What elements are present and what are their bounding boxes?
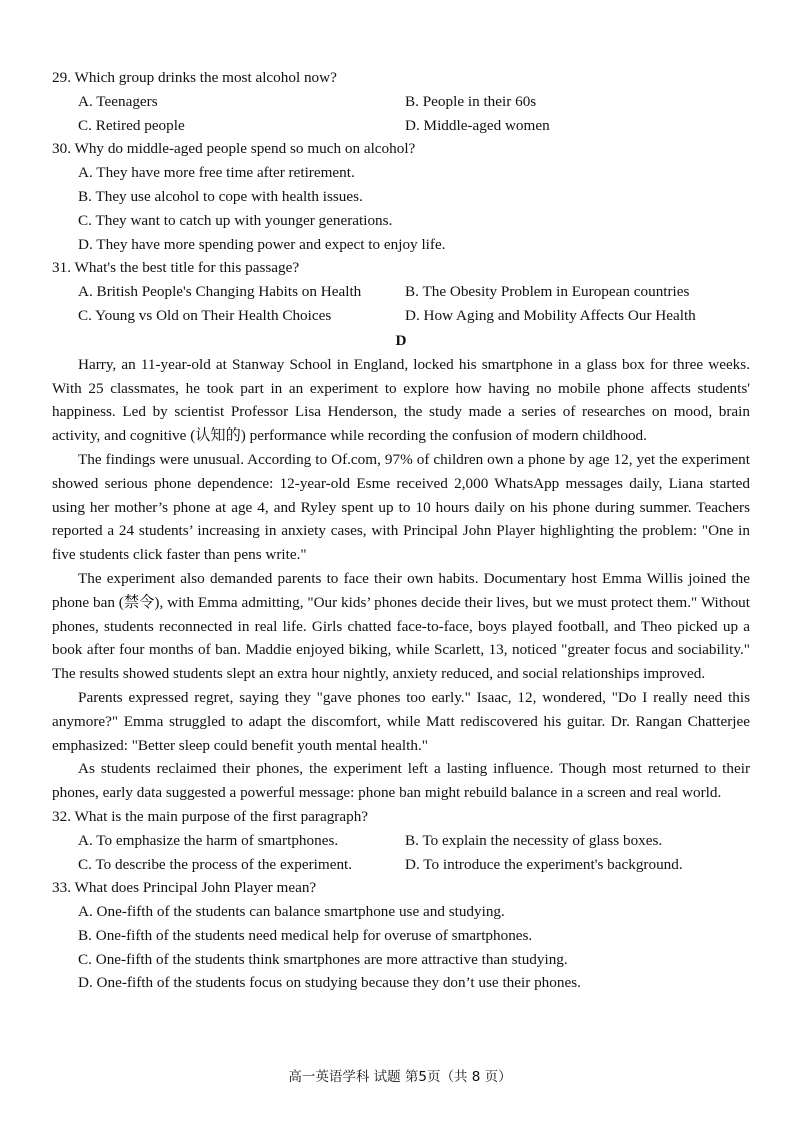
question-29-options-row-2	[52, 114, 750, 138]
question-31-option-b: B. The Obesity Problem in European countries	[405, 283, 690, 301]
question-30-stem: 30. Why do middle-aged people spend so much on alcohol?	[52, 140, 416, 158]
question-30-option-d: D. They have more spending power and expect to enjoy life.	[78, 235, 446, 253]
question-32-option-a: A. To emphasize the harm of smartphones.	[78, 831, 339, 849]
question-31-option-a: A. British People's Changing Habits on Health	[78, 283, 362, 301]
question-33-option-d: D. One-fifth of the students focus on studying because they don’t use their phones.	[78, 974, 581, 992]
passage-paragraph-4: Parents expressed regret, saying they "gave phones too early." Isaac, 12, wondered, "Do I really need this anymore?" Emma struggled to adapt the discomfort, while Matt rediscovered his guitar. Dr. Rangan Chatterjee emphasized: "Better sleep could benefit youth mental health."	[52, 688, 750, 754]
page-footer: 高一英语学科 试题 第5页（共 8 页）	[288, 1069, 512, 1085]
question-29-stem: 29. Which group drinks the most alcohol now?	[52, 69, 337, 86]
question-29-option-a: A. Teenagers	[78, 92, 158, 110]
question-33-option-c: C. One-fifth of the students think smartphones are more attractive than studying.	[78, 950, 568, 968]
question-31-option-d: D. How Aging and Mobility Affects Our Health	[405, 306, 696, 324]
question-31-stem: 31. What's the best title for this passage?	[52, 259, 300, 277]
passage-paragraph-5: As students reclaimed their phones, the experiment left a lasting influence. Though most returned to their phones, early data suggested a powerful message: phone ban might rebuild balance in a screen and real world.	[52, 760, 750, 802]
question-29-option-b: B. People in their 60s	[405, 92, 537, 110]
question-31-options-row-2	[52, 304, 750, 328]
question-31-options-row-1	[52, 280, 750, 304]
question-31-option-c: C. Young vs Old on Their Health Choices	[78, 306, 332, 324]
question-30-option-a: A. They have more free time after retirement.	[78, 164, 355, 182]
question-29-options-row-1	[52, 90, 750, 114]
passage-paragraph-1: Harry, an 11-year-old at Stanway School in England, locked his smartphone in a glass box for three weeks. With 25 classmates, he took part in an experiment to explore how having no mobile phone affects students' happiness. Led by scientist Professor Lisa Henderson, the study made a series of researches on mood, brain activity, and cognitive (认知的) performance while recording the confusion of modern childhood.	[52, 355, 750, 445]
section-label: D	[395, 331, 407, 349]
question-30-option-c: C. They want to catch up with younger generations.	[78, 211, 393, 229]
passage-paragraph-3: The experiment also demanded parents to face their own habits. Documentary host Emma Willis joined the phone ban (禁令), with Emma admitting, "Our kids’ phones decide their lives, but we must protect them." Without phones, students reconnected in real life. Girls chatted face-to-face, boys played football, and Theo picked up a book after four months of ban. Maddie enjoyed biking, while Scarlett, 13, noticed "greater focus and sociability." The results showed students slept an extra hour nightly, anxiety reduced, and social relationships improved.	[52, 569, 750, 683]
passage-paragraph-2: The findings were unusual. According to Of.com, 97% of children own a phone by age 12, yet the experiment showed serious phone dependence: 12-year-old Esme received 2,000 WhatsApp messages daily, Liana started using her mother’s phone at age 4, and Ryley spent up to 10 hours daily on his phone during summer. Teachers reported a 24 students’ increasing in anxiety cases, with Principal John Player highlighting the problem: "One in five students click faster than pens write."	[52, 450, 750, 564]
question-32-stem: 32. What is the main purpose of the first paragraph?	[52, 807, 369, 825]
question-33-stem: 33. What does Principal John Player mean?	[52, 879, 317, 897]
question-32-options-row-2	[52, 853, 750, 877]
question-33-option-b: B. One-fifth of the students need medical help for overuse of smartphones.	[78, 926, 533, 944]
question-32-option-b: B. To explain the necessity of glass boxes.	[405, 831, 663, 849]
question-33-option-a: A. One-fifth of the students can balance smartphone use and studying.	[78, 903, 505, 921]
question-29-option-d: D. Middle-aged women	[405, 116, 550, 134]
question-32-options-row-1	[52, 829, 750, 853]
question-30-option-b: B. They use alcohol to cope with health issues.	[78, 187, 363, 205]
page-content	[52, 66, 750, 995]
question-29-option-c: C. Retired people	[78, 116, 185, 134]
question-32-option-c: C. To describe the process of the experiment.	[78, 855, 353, 873]
question-32-option-d: D. To introduce the experiment's background.	[405, 855, 683, 873]
